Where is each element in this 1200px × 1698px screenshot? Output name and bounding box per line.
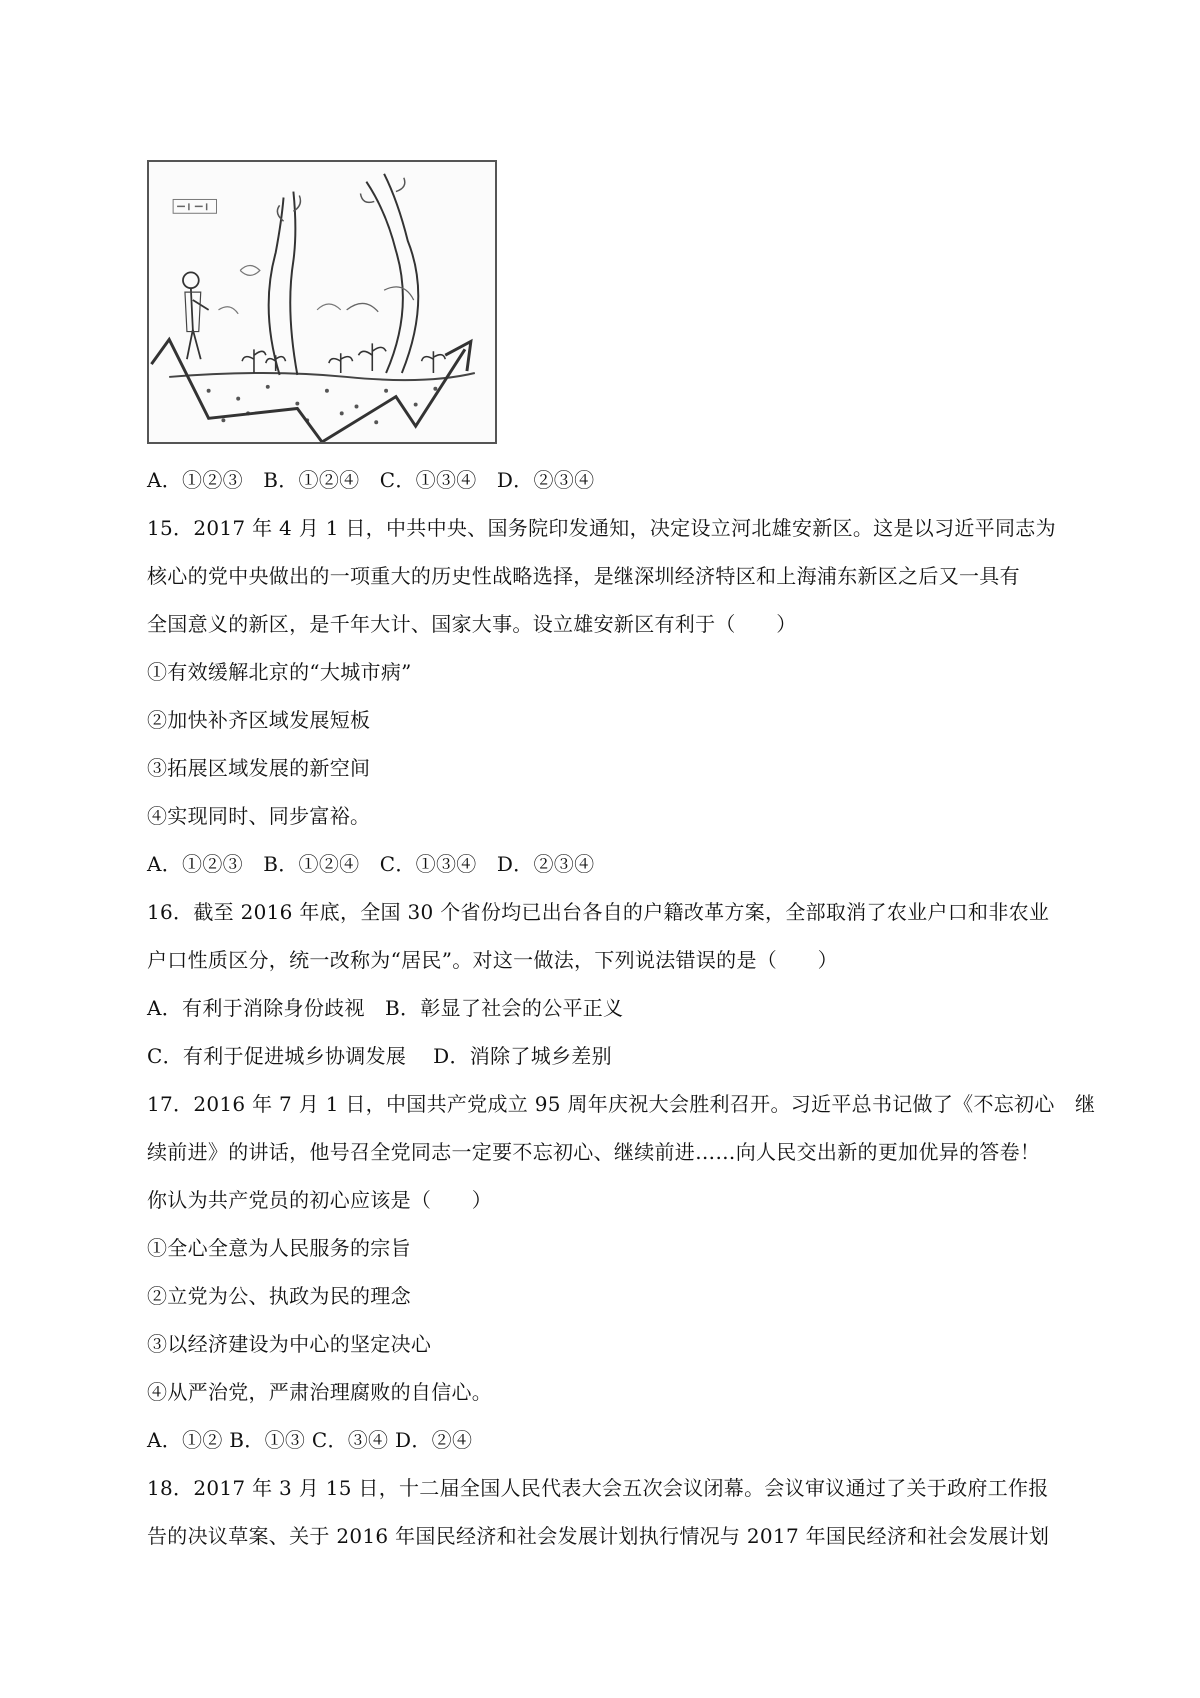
q15-item-2: ②加快补齐区域发展短板	[147, 708, 371, 732]
q15-stem-line-3: 全国意义的新区，是千年大计、国家大事。设立雄安新区有利于（ ）	[147, 612, 797, 636]
q14-options: A．①②③ B．①②④ C．①③④ D．②③④	[147, 468, 595, 492]
q16-options-line-2: C．有利于促进城乡协调发展 D．消除了城乡差别	[147, 1044, 612, 1068]
q15-item-3: ③拓展区域发展的新空间	[147, 756, 371, 780]
q17-item-1: ①全心全意为人民服务的宗旨	[147, 1236, 411, 1260]
q17-stem-line-1: 17．2016 年 7 月 1 日，中国共产党成立 95 周年庆祝大会胜利召开。习近平总书记做了《不忘初心 继	[147, 1092, 1096, 1116]
q16-stem-line-2: 户口性质区分，统一改称为“居民”。对这一做法，下列说法错误的是（ ）	[147, 948, 838, 972]
cartoon-illustration	[147, 160, 497, 444]
q17-stem-line-2: 续前进》的讲话，他号召全党同志一定要不忘初心、继续前进……向人民交出新的更加优异的答卷！	[147, 1140, 1041, 1164]
q17-item-2: ②立党为公、执政为民的理念	[147, 1284, 411, 1308]
q15-item-4: ④实现同时、同步富裕。	[147, 804, 371, 828]
q18-stem-line-2: 告的决议草案、关于 2016 年国民经济和社会发展计划执行情况与 2017 年国民经济和社会发展计划	[147, 1524, 1050, 1548]
q16-options-line-1: A．有利于消除身份歧视 B．彰显了社会的公平正义	[147, 996, 624, 1020]
cartoon-drawing	[149, 162, 495, 442]
q18-stem-line-1: 18．2017 年 3 月 15 日，十二届全国人民代表大会五次会议闭幕。会议审议通过了关于政府工作报	[147, 1476, 1049, 1500]
q17-item-3: ③以经济建设为中心的坚定决心	[147, 1332, 432, 1356]
q15-item-1: ①有效缓解北京的“大城市病”	[147, 660, 412, 684]
q15-stem-line-2: 核心的党中央做出的一项重大的历史性战略选择，是继深圳经济特区和上海浦东新区之后又一具有	[147, 564, 1020, 588]
q15-stem-line-1: 15．2017 年 4 月 1 日，中共中央、国务院印发通知，决定设立河北雄安新区。这是以习近平同志为	[147, 516, 1056, 540]
q17-stem-line-3: 你认为共产党员的初心应该是（ ）	[147, 1188, 493, 1212]
q17-options: A．①② B．①③ C．③④ D．②④	[147, 1428, 473, 1452]
q15-options: A．①②③ B．①②④ C．①③④ D．②③④	[147, 852, 595, 876]
q17-item-4: ④从严治党，严肃治理腐败的自信心。	[147, 1380, 493, 1404]
q16-stem-line-1: 16．截至 2016 年底，全国 30 个省份均已出台各自的户籍改革方案，全部取消了农业户口和非农业	[147, 900, 1050, 924]
